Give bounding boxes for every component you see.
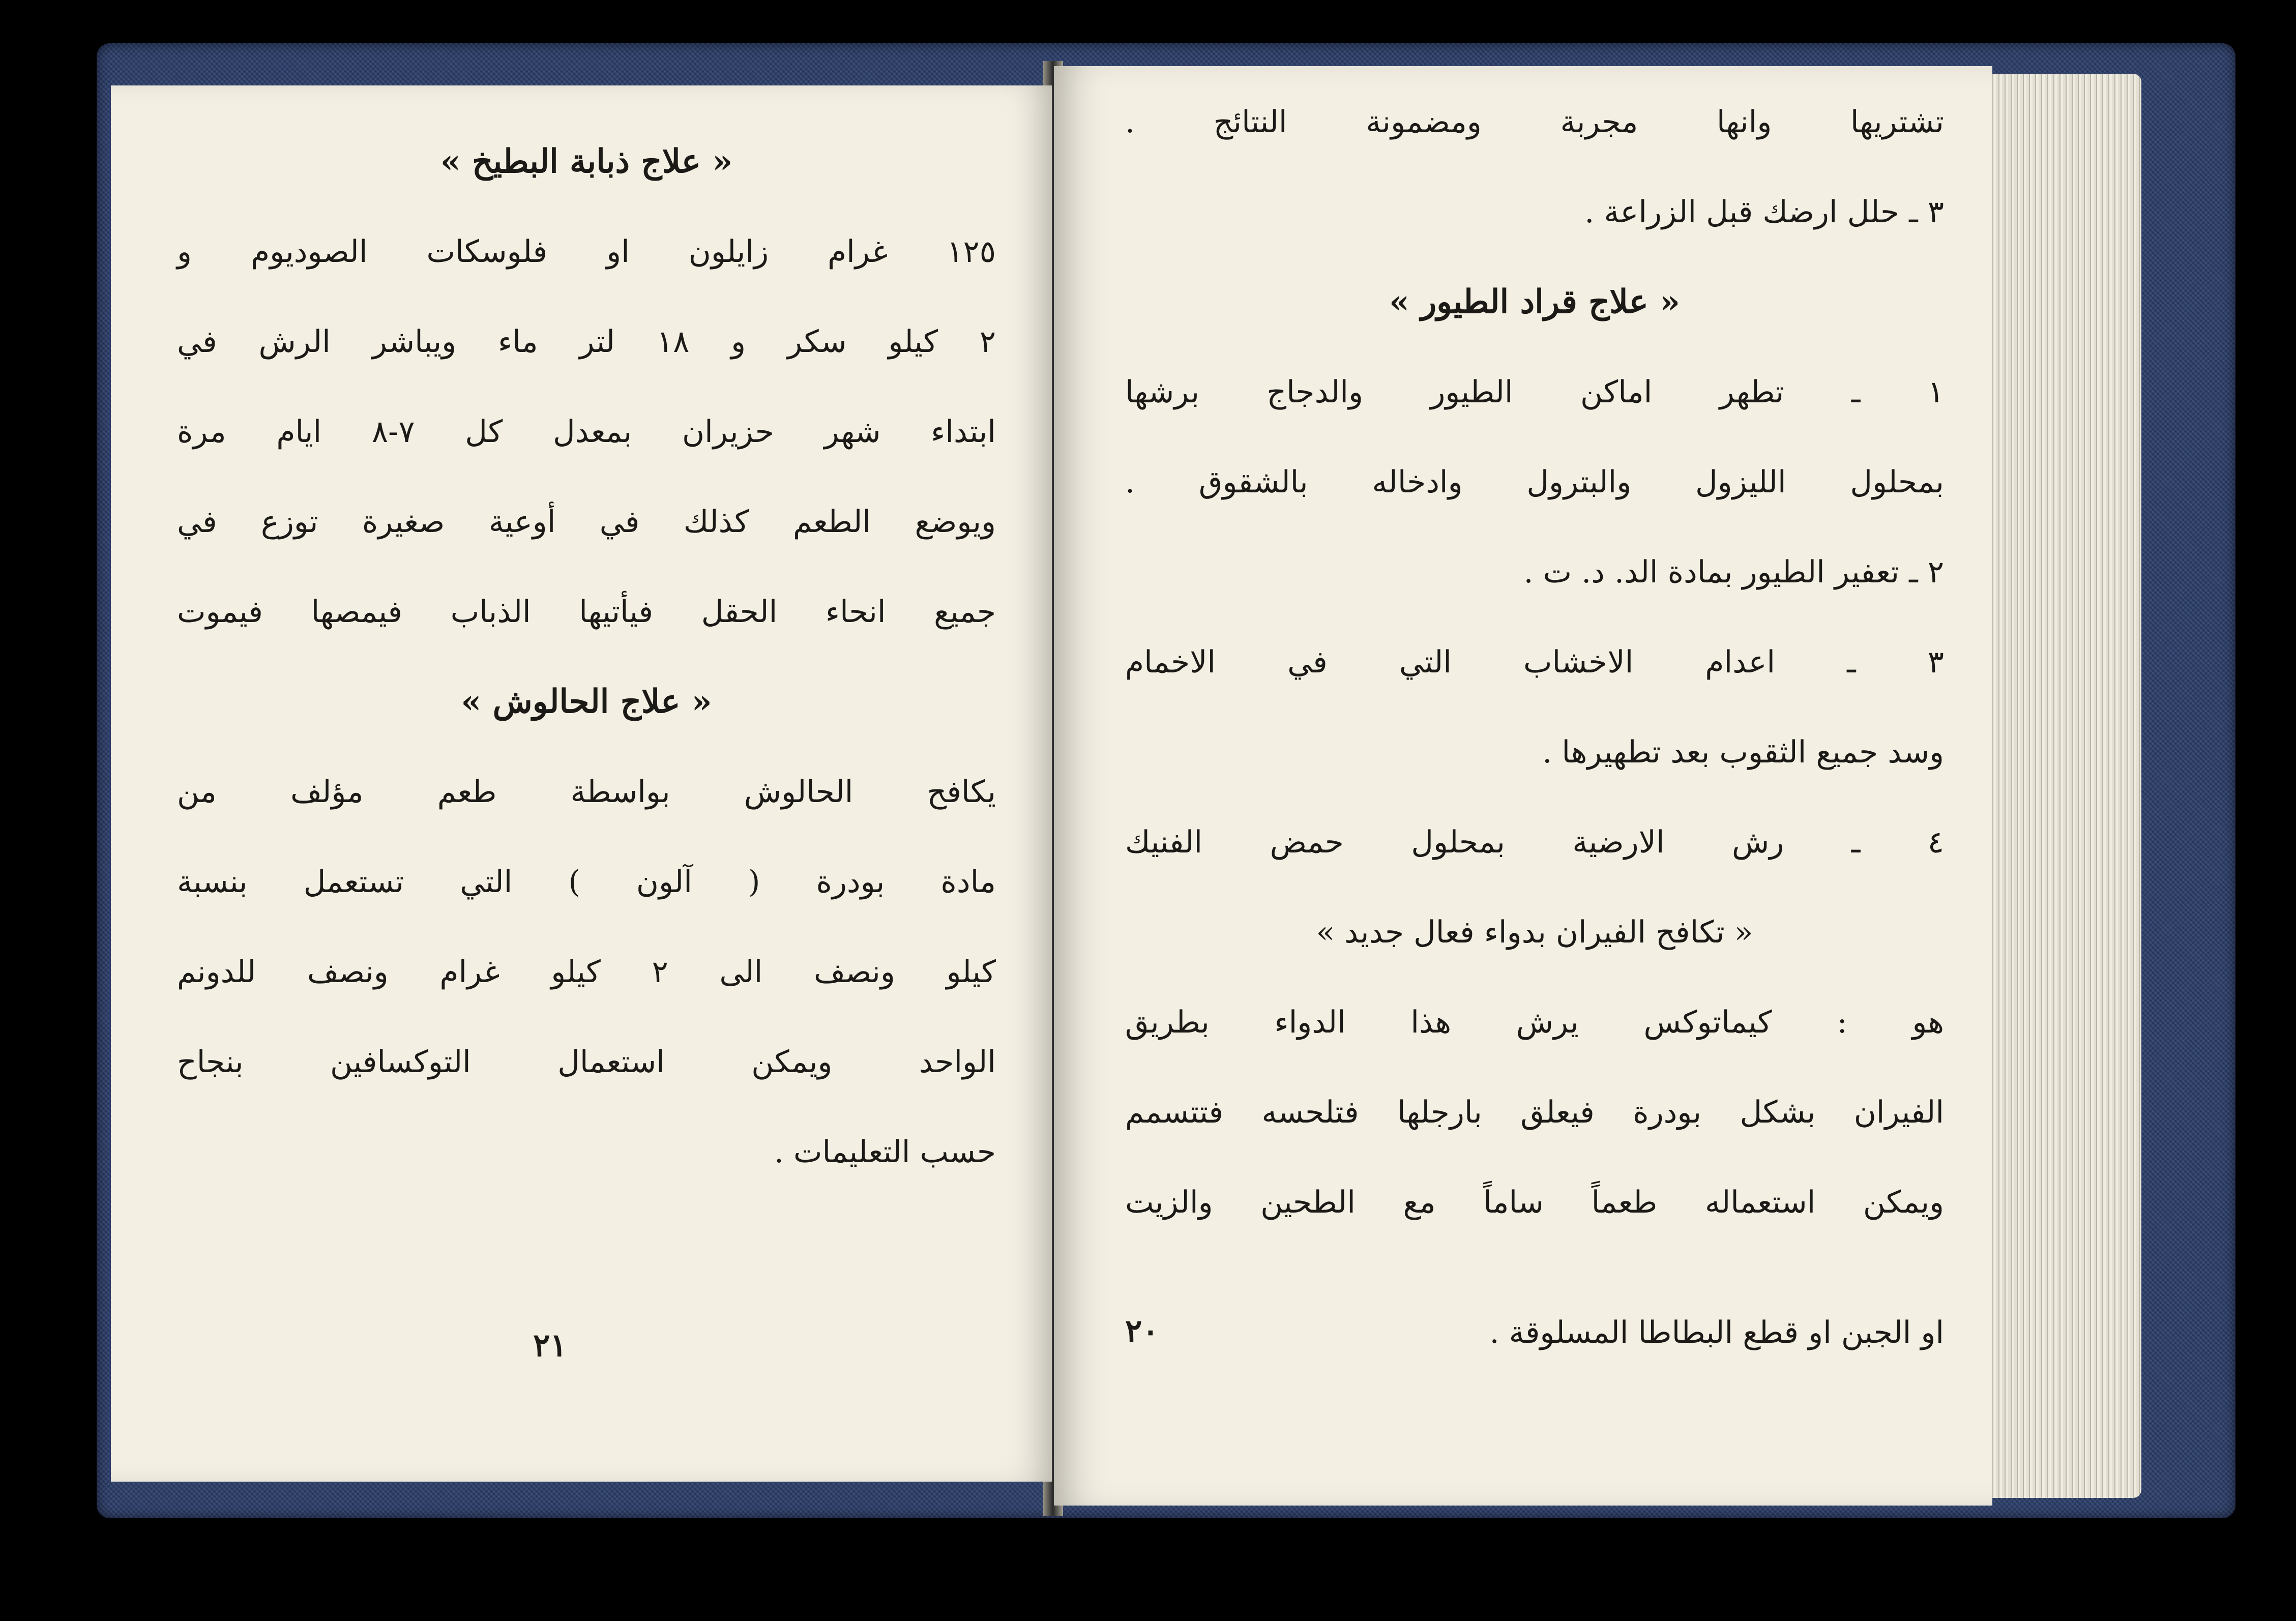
text-line: او الجبن او قطع البطاطا المسلوقة . <box>1489 1315 1944 1350</box>
text-line: ابتداء شهر حزيران بمعدل كل ٧-٨ ايام مرة <box>177 414 996 450</box>
text-line: ٣ ـ اعدام الاخشاب التي في الاخمام <box>1125 644 1944 680</box>
page-number: ٢٠ <box>1125 1312 1159 1349</box>
text-line: كيلو ونصف الى ٢ كيلو غرام ونصف للدونم <box>177 954 996 990</box>
text-line: ٢ كيلو سكر و ١٨ لتر ماء ويباشر الرش في <box>177 324 996 360</box>
heading-rats: « تكافح الفيران بدواء فعال جديد » <box>1316 915 1753 950</box>
page-number: ٢١ <box>533 1327 567 1364</box>
left-page <box>111 85 1052 1482</box>
text-line: ويمكن استعماله طعماً ساماً مع الطحين والزيت <box>1125 1185 1944 1220</box>
page-edges <box>1984 74 2141 1498</box>
right-page <box>1054 66 1992 1506</box>
text-line: مادة بودرة ( آلون ) التي تستعمل بنسبة <box>177 864 996 900</box>
text-line: ١ ـ تطهر اماكن الطيور والدجاج برشها <box>1125 374 1944 410</box>
text-line: ٤ ـ رش الارضية بمحلول حمض الفنيك <box>1125 824 1944 860</box>
text-line: ويوضع الطعم كذلك في أوعية صغيرة توزع في <box>177 504 996 540</box>
text-line: هو : كيماتوكس يرش هذا الدواء بطريق <box>1125 1005 1944 1040</box>
text-line: بمحلول الليزول والبترول وادخاله بالشقوق . <box>1125 464 1944 500</box>
heading-melon-fly: « علاج ذبابة البطيخ » <box>440 142 733 181</box>
text-line: جميع انحاء الحقل فيأتيها الذباب فيمصها فيموت <box>177 594 996 630</box>
text-line: الفيران بشكل بودرة فيعلق بارجلها فتلحسه فتتسمم <box>1125 1095 1944 1130</box>
text-line: وسد جميع الثقوب بعد تطهيرها . <box>1542 734 1944 770</box>
right-page-text <box>1125 102 1944 1272</box>
text-line: ١٢٥ غرام زايلون او فلوسكات الصوديوم و <box>177 234 996 270</box>
text-line: يكافح الحالوش بواسطة طعم مؤلف من <box>177 774 996 810</box>
left-page-text <box>177 141 996 1222</box>
text-line: تشتريها وانها مجربة ومضمونة النتائج . <box>1125 104 1944 140</box>
text-line: حسب التعليمات . <box>774 1134 996 1170</box>
text-line: ٣ ـ حلل ارضك قبل الزراعة . <box>1584 194 1944 230</box>
heading-bird-ticks: « علاج قراد الطيور » <box>1389 283 1681 321</box>
heading-halloush: « علاج الحالوش » <box>461 683 712 721</box>
text-line: ٢ ـ تعفير الطيور بمادة الد. د. ت . <box>1523 554 1944 590</box>
text-line: الواحد ويمكن استعمال التوكسافين بنجاح <box>177 1044 996 1080</box>
